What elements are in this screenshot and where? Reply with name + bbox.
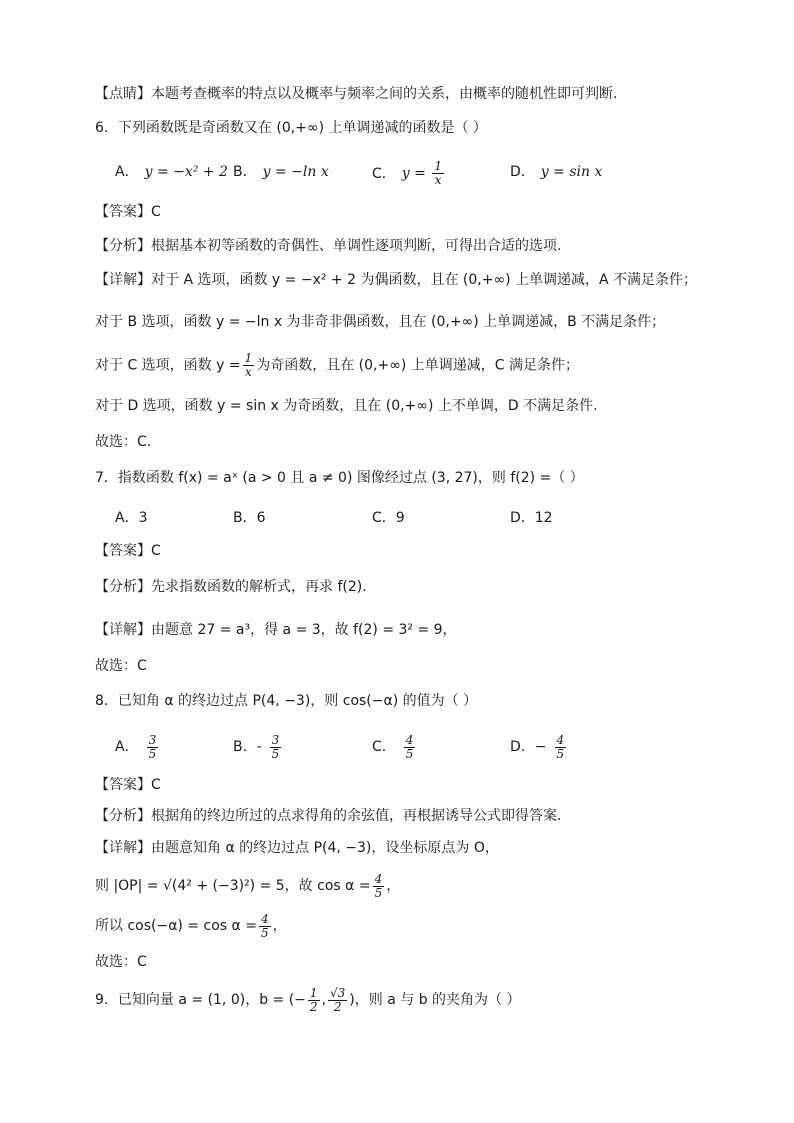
- option-text: y = −ln x: [262, 164, 329, 180]
- fraction: [328, 987, 347, 1014]
- detail-6-4: 对于 D 选项，函数 y = sin x 为奇函数，且在 (0,+∞) 上不单调，D 不满足条件.: [95, 398, 598, 414]
- conclusion-7: 故选：C: [95, 658, 147, 674]
- detail-6-3: [95, 352, 754, 378]
- detail-6-2: 对于 B 选项，函数 y = −ln x 为非奇非偶函数，且在 (0,+∞) 上单调递减，B 不满足条件；: [95, 314, 666, 330]
- question-6-options: [115, 159, 754, 187]
- option-d: [510, 160, 602, 184]
- fraction: [147, 734, 159, 761]
- question-8-options: [115, 732, 754, 762]
- option-label: C．: [372, 739, 396, 755]
- denominator: x: [245, 365, 252, 379]
- denominator: 5: [405, 746, 414, 761]
- detail-8-2: [95, 872, 754, 900]
- text: ，: [272, 918, 287, 934]
- option-a: [115, 160, 228, 184]
- fraction: [373, 873, 385, 900]
- fraction: [308, 987, 320, 1014]
- numerator: 1: [244, 351, 253, 365]
- numerator: √3: [330, 985, 346, 1000]
- fraction: [243, 352, 255, 379]
- conclusion-6: 故选：C.: [95, 434, 152, 450]
- text: 所以 cos(−α) = cos α =: [95, 918, 257, 934]
- fraction: [270, 734, 282, 761]
- answer-7: 【答案】C: [95, 543, 161, 559]
- option-label: D．: [510, 164, 535, 180]
- fraction: [432, 160, 444, 187]
- text: ,: [321, 992, 327, 1008]
- numerator: 3: [271, 732, 280, 747]
- option-a: [115, 732, 160, 762]
- text: ，: [386, 878, 401, 894]
- option-label: B．-: [233, 739, 262, 755]
- option-c: [372, 160, 446, 187]
- denominator: 5: [374, 885, 383, 900]
- analysis-7: 【分析】先求指数函数的解析式，再求 f(2).: [95, 579, 367, 595]
- option-b: [233, 732, 283, 762]
- option-d: D．12: [510, 510, 553, 526]
- denominator: 5: [271, 746, 280, 761]
- numerator: 3: [148, 732, 157, 747]
- denominator: 2: [309, 999, 318, 1014]
- option-label: D．−: [510, 739, 547, 755]
- question-9: [95, 986, 754, 1014]
- option-label: A．: [115, 164, 139, 180]
- analysis-8: 【分析】根据角的终边所过的点求得角的余弦值，再根据诱导公式即得答案.: [95, 808, 562, 824]
- text: 则 |OP| = √(4² + (−3)²) = 5，故 cos α =: [95, 878, 371, 894]
- detail-6-1: 【详解】对于 A 选项，函数 y = −x² + 2 为偶函数，且在 (0,+∞) 上单调递减，A 不满足条件；: [95, 272, 698, 288]
- fraction: [555, 734, 567, 761]
- denominator: x: [434, 173, 442, 187]
- denominator: 5: [556, 746, 565, 761]
- option-label: B．: [233, 164, 257, 180]
- fraction: [259, 913, 271, 940]
- question-7-options: [115, 506, 754, 530]
- numerator: 4: [260, 911, 269, 926]
- detail-7: 【详解】由题意 27 = a³，得 a = 3，故 f(2) = 3² = 9，: [95, 622, 457, 638]
- text: 对于 C 选项，函数 y =: [95, 357, 241, 374]
- option-text: y = sin x: [540, 164, 603, 180]
- text: 为奇函数，且在 (0,+∞) 上单调递减，C 满足条件；: [256, 357, 580, 374]
- option-label: C．: [372, 165, 396, 182]
- option-c: C．9: [372, 510, 405, 526]
- numerator: 4: [374, 871, 383, 886]
- detail-8-3: [95, 912, 754, 940]
- option-b: B．6: [233, 510, 266, 526]
- conclusion-8: 故选：C: [95, 954, 147, 970]
- text: )，则 a 与 b 的夹角为（ ）: [349, 992, 521, 1008]
- option-a: A．3: [115, 510, 148, 526]
- question-6: 6．下列函数既是奇函数又在 (0,+∞) 上单调递减的函数是（ ）: [95, 120, 487, 136]
- option-text: y =: [401, 165, 426, 182]
- detail-8-1: 【详解】由题意知角 α 的终边过点 P(4, −3)，设坐标原点为 O，: [95, 840, 499, 856]
- option-d: [510, 732, 568, 762]
- numerator: 1: [309, 985, 318, 1000]
- numerator: 4: [556, 732, 565, 747]
- denominator: 2: [333, 999, 342, 1014]
- text: 9．已知向量 a = (1, 0)，b = (−: [95, 992, 306, 1008]
- note-line: 【点睛】本题考查概率的特点以及概率与频率之间的关系，由概率的随机性即可判断.: [95, 86, 618, 102]
- option-text: y = −x² + 2: [144, 164, 228, 180]
- denominator: 5: [260, 925, 269, 940]
- question-7: 7．指数函数 f(x) = aˣ (a > 0 且 a ≠ 0) 图像经过点 (3, 27)，则 f(2) =（ ）: [95, 470, 584, 486]
- option-label: A．: [115, 739, 139, 755]
- answer-8: 【答案】C: [95, 777, 161, 793]
- option-b: [233, 160, 329, 184]
- numerator: 1: [434, 159, 442, 173]
- option-c: [372, 732, 417, 762]
- question-8: 8．已知角 α 的终边过点 P(4, −3)，则 cos(−α) 的值为（ ）: [95, 693, 478, 709]
- fraction: [404, 734, 416, 761]
- answer-6: 【答案】C: [95, 204, 161, 220]
- denominator: 5: [148, 746, 157, 761]
- numerator: 4: [405, 732, 414, 747]
- analysis-6: 【分析】根据基本初等函数的奇偶性、单调性逐项判断，可得出合适的选项.: [95, 238, 562, 254]
